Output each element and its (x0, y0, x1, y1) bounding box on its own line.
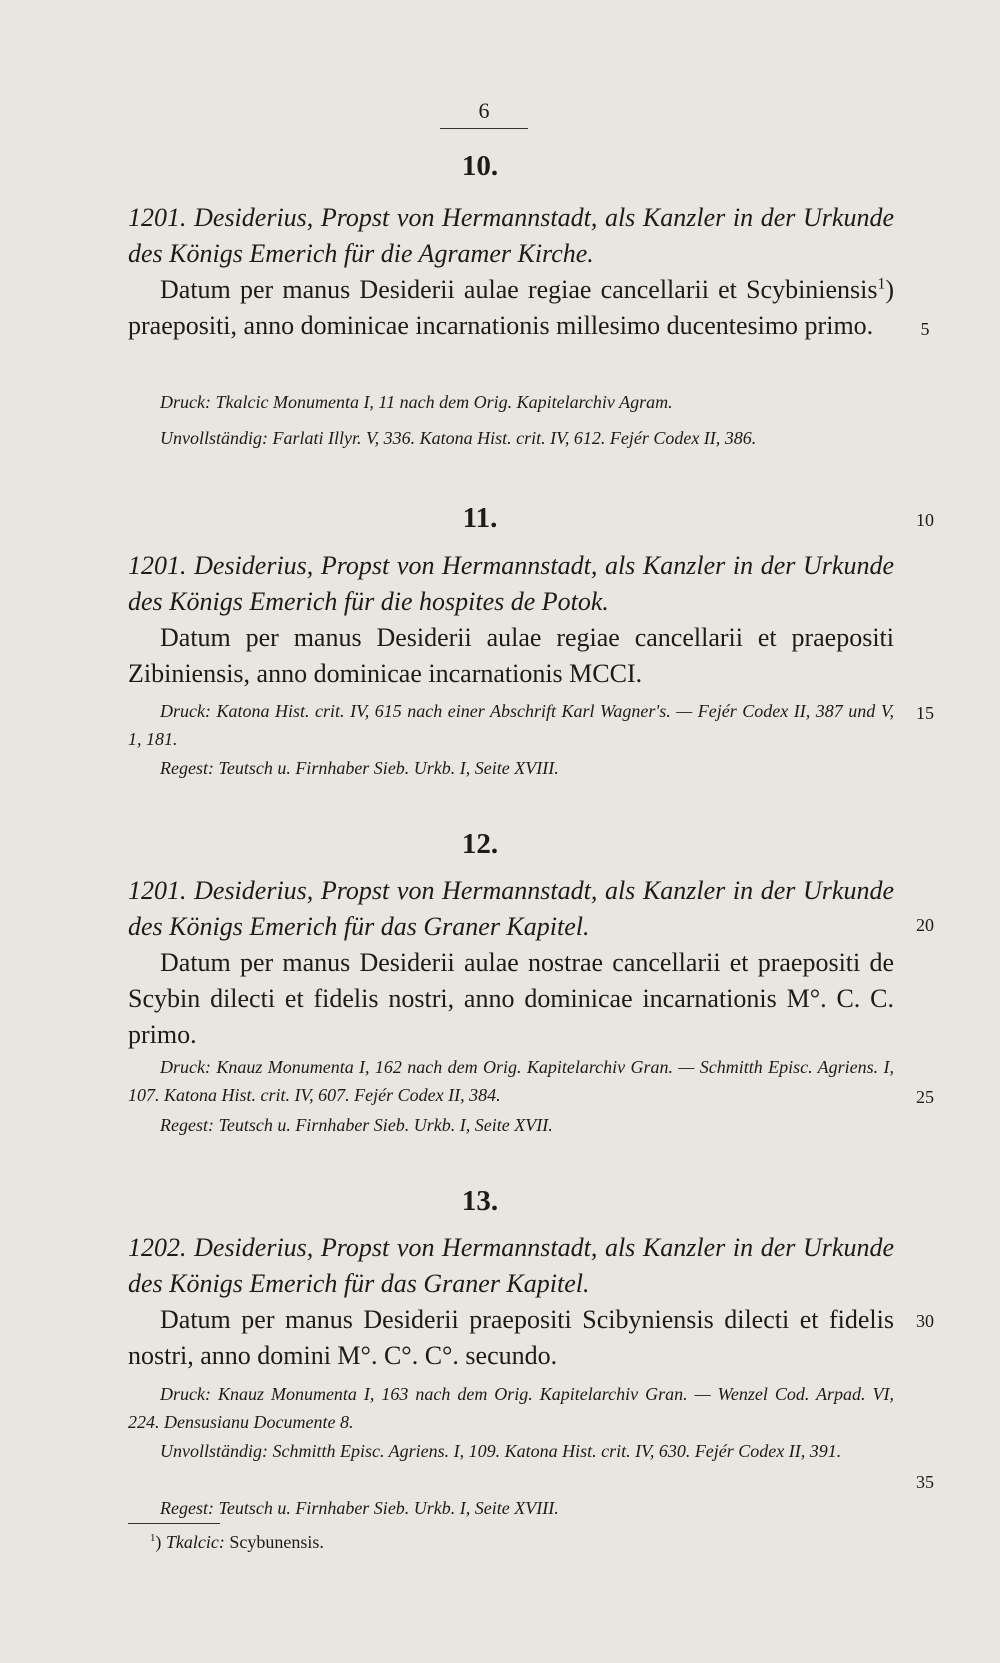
entry-text-part: ) praepositi, anno dominicae incarnationis millesimo ducentesimo primo. (128, 275, 894, 340)
footnote-divider (128, 1523, 220, 1524)
footnote-ref: 1 (877, 275, 886, 293)
entry-text: Datum per manus Desiderii praepositi Scibyniensis dilecti et fidelis nostri, anno domini M°. C°. C°. secundo. (128, 1305, 894, 1370)
line-number: 35 (916, 1472, 934, 1492)
footnote-marker: 1 (150, 1532, 156, 1544)
entry-number: 12. (461, 828, 499, 860)
source-line: Regest: Teutsch u. Firnhaber Sieb. Urkb. I, Seite XVIII. (160, 1498, 559, 1518)
footnote: $^1$) Tkalcic: Scybunensis. (150, 1532, 324, 1552)
line-number: 20 (916, 915, 934, 935)
line-number: 30 (916, 1311, 934, 1331)
entry-text: Datum per manus Desiderii aulae nostrae cancellarii et praepositi de Scybin dilecti et fidelis nostri, anno dominicae incarnationis M°. C. C. primo. (128, 948, 894, 1049)
source-line: Regest: Teutsch u. Firnhaber Sieb. Urkb. I, Seite XVIII. (160, 758, 559, 778)
entry-heading: 1201. Desiderius, Propst von Hermannstadt, als Kanzler in der Urkunde des Königs Emerich für die hospites de Potok. (128, 551, 894, 616)
line-number: 25 (916, 1087, 934, 1107)
source-line: Druck: Knauz Monumenta I, 162 nach dem Orig. Kapitelarchiv Gran. — Schmitth Episc. Agriens. I, 107. Katona Hist. crit. IV, 607. Fejér Codex II, 384. (128, 1057, 894, 1105)
source-line: Unvollständig: Schmitth Episc. Agriens. I, 109. Katona Hist. crit. IV, 630. Fejér Codex II, 391. (160, 1441, 842, 1461)
page-number: 6 (440, 98, 528, 129)
entry-heading: 1202. Desiderius, Propst von Hermannstadt, als Kanzler in der Urkunde des Königs Emerich für das Graner Kapitel. (128, 1233, 894, 1298)
source-line: Druck: Tkalcic Monumenta I, 11 nach dem Orig. Kapitelarchiv Agram. (160, 392, 673, 412)
entry-number: 10. (461, 150, 499, 182)
entry-text: Datum per manus Desiderii aulae regiae cancellarii et praepositi Zibiniensis, anno dominicae incarnationis MCCI. (128, 623, 894, 688)
entry-number: 13. (461, 1185, 499, 1217)
entry-text (128, 272, 894, 344)
footnote-text: Scybunensis. (229, 1532, 324, 1552)
entry-heading: 1201. Desiderius, Propst von Hermannstadt, als Kanzler in der Urkunde des Königs Emerich für die Agramer Kirche. (128, 203, 894, 268)
entry-heading: 1201. Desiderius, Propst von Hermannstadt, als Kanzler in der Urkunde des Königs Emerich für das Graner Kapitel. (128, 876, 894, 941)
footnote-source: Tkalcic: (165, 1532, 225, 1552)
source-line: Druck: Knauz Monumenta I, 163 nach dem Orig. Kapitelarchiv Gran. — Wenzel Cod. Arpad. VI, 224. Densusianu Documente 8. (128, 1384, 894, 1432)
source-line: Unvollständig: Farlati Illyr. V, 336. Katona Hist. crit. IV, 612. Fejér Codex II, 386. (160, 428, 757, 448)
entry-text-part: Datum per manus Desiderii aulae regiae cancellarii et Scybiniensis (160, 275, 878, 304)
entry-number: 11. (462, 502, 498, 534)
source-line: Regest: Teutsch u. Firnhaber Sieb. Urkb. I, Seite XVII. (160, 1115, 553, 1135)
line-number: 10 (916, 510, 934, 530)
line-number: 15 (916, 703, 934, 723)
line-number: 5 (920, 319, 930, 339)
source-line: Druck: Katona Hist. crit. IV, 615 nach einer Abschrift Karl Wagner's. — Fejér Codex II, 387 und V, 1, 181. (128, 701, 894, 749)
